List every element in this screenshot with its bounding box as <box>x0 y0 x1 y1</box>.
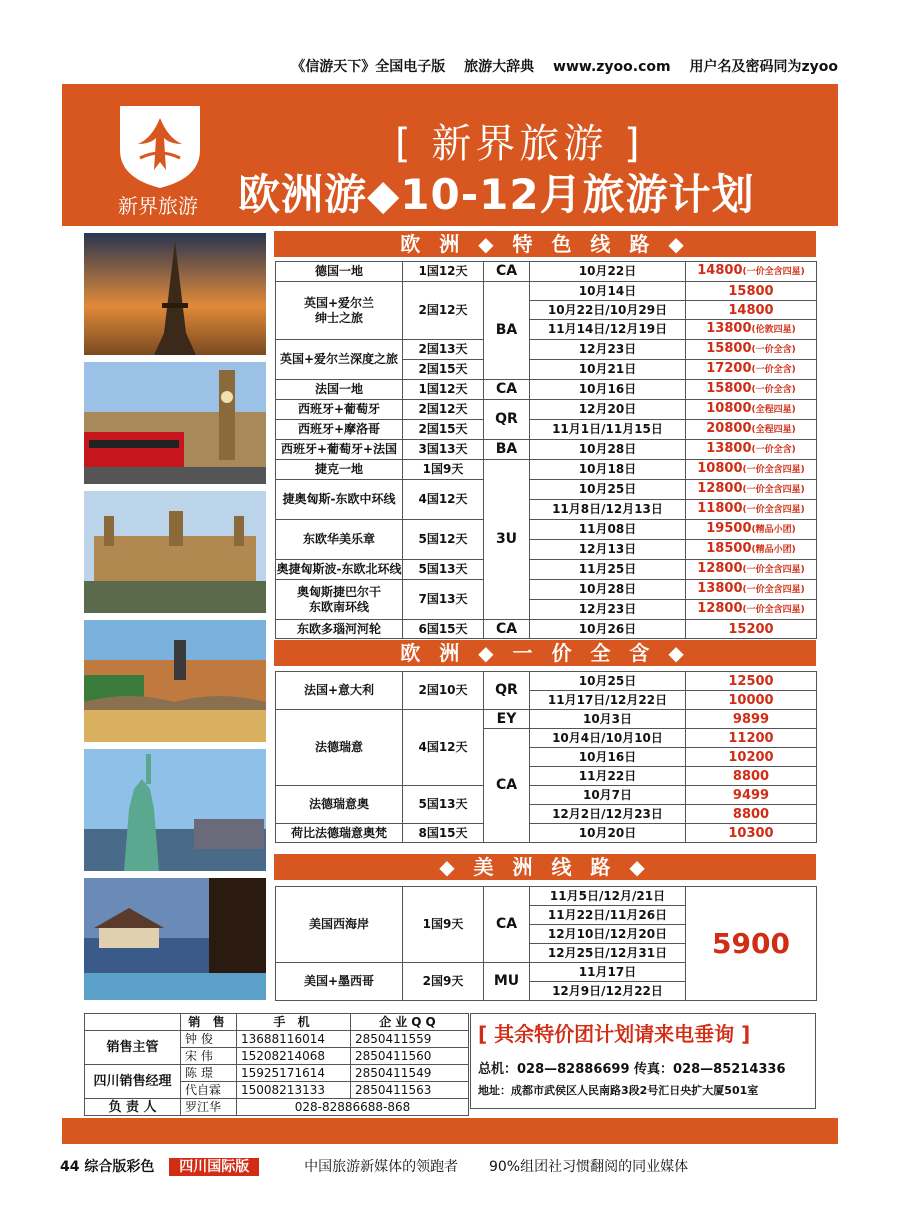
departure-date: 10月21日 <box>530 360 686 380</box>
departure-date: 10月26日 <box>530 620 686 639</box>
departure-date: 11月5日/12月/21日 <box>530 887 686 906</box>
table-row <box>85 1031 469 1048</box>
departure-date: 10月16日 <box>530 380 686 400</box>
top-header <box>0 56 900 78</box>
route-name: 西班牙+摩洛哥 <box>276 420 403 440</box>
departure-date: 10月14日 <box>530 282 686 301</box>
price: 13800(一价全含) <box>686 440 817 460</box>
contact-name: 罗江华 <box>181 1099 237 1116</box>
carrier: CA <box>484 729 530 843</box>
table-row <box>276 480 817 500</box>
duration: 2国10天 <box>403 672 484 710</box>
departure-date: 12月13日 <box>530 540 686 560</box>
contact-phone[interactable]: 15208214068 <box>237 1048 351 1065</box>
price: 10000 <box>686 691 817 710</box>
carrier: MU <box>484 963 530 1001</box>
departure-date: 10月28日 <box>530 580 686 600</box>
role-label: 销售主管 <box>85 1031 181 1065</box>
departure-date: 10月25日 <box>530 672 686 691</box>
route-name: 英国+爱尔兰深度之旅 <box>276 340 403 380</box>
price: 8800 <box>686 767 817 786</box>
duration: 4国12天 <box>403 710 484 786</box>
route-name: 东欧华美乐章 <box>276 520 403 560</box>
header-sales: 销 售 <box>181 1014 237 1031</box>
dictionary-label: 旅游大辞典 <box>464 59 535 75</box>
duration: 1国9天 <box>403 887 484 963</box>
phoenix-shield-icon <box>110 98 210 190</box>
duration: 2国13天 <box>403 340 484 360</box>
blank-cell <box>85 1014 181 1031</box>
price: 8800 <box>686 805 817 824</box>
photo-tropical-beach <box>84 878 266 1000</box>
price: 10300 <box>686 824 817 843</box>
table-row <box>85 1065 469 1082</box>
contact-name: 钟 俊 <box>181 1031 237 1048</box>
price: 11800(一价全含四星) <box>686 500 817 520</box>
duration: 5国13天 <box>403 560 484 580</box>
contact-qq[interactable]: 2850411560 <box>351 1048 469 1065</box>
table-row <box>85 1014 469 1031</box>
carrier: EY <box>484 710 530 729</box>
price: 13800(伦敦四星) <box>686 320 817 340</box>
departure-date: 10月25日 <box>530 480 686 500</box>
price: 20800(全程四星) <box>686 420 817 440</box>
route-name: 奥捷匈斯波-东欧北环线 <box>276 560 403 580</box>
duration: 1国12天 <box>403 262 484 282</box>
brand-title: [ 新界旅游 ] <box>395 121 644 167</box>
carrier: BA <box>484 440 530 460</box>
duration: 7国13天 <box>403 580 484 620</box>
price: 12800(一价全含四星) <box>686 480 817 500</box>
table-row <box>276 380 817 400</box>
route-name: 英国+爱尔兰 绅士之旅 <box>276 282 403 340</box>
price: 14800(一价全含四星) <box>686 262 817 282</box>
table-row <box>276 580 817 600</box>
photo-statue-of-liberty <box>84 749 266 871</box>
departure-date: 11月08日 <box>530 520 686 540</box>
departure-date: 11月17日 <box>530 963 686 982</box>
route-name: 美国西海岸 <box>276 887 403 963</box>
departure-date: 11月22日 <box>530 767 686 786</box>
price: 18500(精品小团) <box>686 540 817 560</box>
carrier: QR <box>484 672 530 710</box>
contact-qq[interactable]: 2850411563 <box>351 1082 469 1099</box>
duration: 2国12天 <box>403 400 484 420</box>
table-row <box>276 262 817 282</box>
departure-date: 10月28日 <box>530 440 686 460</box>
table-row <box>276 672 817 691</box>
departure-date: 11月22日/11月26日 <box>530 906 686 925</box>
departure-date: 12月20日 <box>530 400 686 420</box>
america-table <box>275 886 817 1001</box>
telephone-line[interactable]: 总机：028—82886699 传真：028—85214336 <box>478 1062 786 1077</box>
price: 10800(一价全含四星) <box>686 460 817 480</box>
call-to-action: [ 其余特价团计划请来电垂询 ] <box>478 1022 751 1046</box>
route-name: 东欧多瑙河河轮 <box>276 620 403 639</box>
contact-phone[interactable]: 15925171614 <box>237 1065 351 1082</box>
route-name: 荷比法德瑞意奥梵 <box>276 824 403 843</box>
departure-date: 11月25日 <box>530 560 686 580</box>
duration: 2国9天 <box>403 963 484 1001</box>
contacts-table <box>84 1013 469 1116</box>
route-name: 奥匈斯捷巴尔干 东欧南环线 <box>276 580 403 620</box>
duration: 4国12天 <box>403 480 484 520</box>
logo-text: 新界旅游 <box>118 194 198 218</box>
section-europe-special: 欧 洲 ◆ 特 色 线 路 ◆ <box>274 231 816 257</box>
photo-eiffel-tower <box>84 233 266 355</box>
price: 10200 <box>686 748 817 767</box>
contact-phone[interactable]: 15008213133 <box>237 1082 351 1099</box>
route-name: 捷克一地 <box>276 460 403 480</box>
route-name: 法国一地 <box>276 380 403 400</box>
departure-date: 10月20日 <box>530 824 686 843</box>
photo-spanish-palace <box>84 491 266 613</box>
departure-date: 10月7日 <box>530 786 686 805</box>
departure-date: 10月4日/10月10日 <box>530 729 686 748</box>
price: 11200 <box>686 729 817 748</box>
price: 15800 <box>686 282 817 301</box>
carrier: CA <box>484 620 530 639</box>
table-row <box>276 824 817 843</box>
contact-name: 代自霖 <box>181 1082 237 1099</box>
table-row <box>276 887 817 906</box>
table-row <box>276 420 817 440</box>
price: 14800 <box>686 301 817 320</box>
contact-name: 宋 伟 <box>181 1048 237 1065</box>
login-note: 用户名及密码同为zyoo <box>689 59 838 75</box>
duration: 6国15天 <box>403 620 484 639</box>
contact-phone[interactable]: 13688116014 <box>237 1031 351 1048</box>
carrier: CA <box>484 262 530 282</box>
departure-date: 12月23日 <box>530 340 686 360</box>
carrier: QR <box>484 400 530 440</box>
departure-date: 12月10日/12月20日 <box>530 925 686 944</box>
slogan-1: 中国旅游新媒体的领跑者 <box>304 1159 459 1175</box>
table-row <box>85 1099 469 1116</box>
edition-label: 综合版彩色 <box>84 1159 155 1175</box>
route-name: 法国+意大利 <box>276 672 403 710</box>
photo-big-ben-london <box>84 362 266 484</box>
table-row <box>276 460 817 480</box>
departure-date: 11月8日/12月13日 <box>530 500 686 520</box>
website-link[interactable]: www.zyoo.com <box>553 59 671 75</box>
departure-date: 11月17日/12月22日 <box>530 691 686 710</box>
europe-special-table <box>275 261 817 639</box>
price: 10800(全程四星) <box>686 400 817 420</box>
price: 15200 <box>686 620 817 639</box>
price: 17200(一价全含) <box>686 360 817 380</box>
departure-date: 11月14日/12月19日 <box>530 320 686 340</box>
route-name: 法德瑞意 <box>276 710 403 786</box>
price: 19500(精品小团) <box>686 520 817 540</box>
departure-date: 10月22日/10月29日 <box>530 301 686 320</box>
slogan-2: 90%组团社习惯翻阅的同业媒体 <box>488 1159 689 1175</box>
departure-date: 10月22日 <box>530 262 686 282</box>
duration: 5国12天 <box>403 520 484 560</box>
price: 9499 <box>686 786 817 805</box>
route-name: 美国+墨西哥 <box>276 963 403 1001</box>
europe-allin-table <box>275 671 817 843</box>
departure-date: 10月18日 <box>530 460 686 480</box>
duration: 5国13天 <box>403 786 484 824</box>
section-europe-allin: 欧 洲 ◆ 一 价 全 含 ◆ <box>274 640 816 666</box>
price: 12500 <box>686 672 817 691</box>
carrier: CA <box>484 887 530 963</box>
carrier: BA <box>484 282 530 380</box>
contact-qq[interactable]: 2850411549 <box>351 1065 469 1082</box>
table-row <box>276 786 817 805</box>
route-name: 西班牙+葡萄牙 <box>276 400 403 420</box>
departure-date: 12月23日 <box>530 600 686 620</box>
duration: 1国9天 <box>403 460 484 480</box>
carrier: CA <box>484 380 530 400</box>
table-row <box>276 282 817 301</box>
header-qq: 企业QQ <box>351 1014 469 1031</box>
departure-date: 12月25日/12月31日 <box>530 944 686 963</box>
departure-date: 12月9日/12月22日 <box>530 982 686 1001</box>
departure-date: 10月3日 <box>530 710 686 729</box>
table-row <box>276 400 817 420</box>
duration: 2国12天 <box>403 282 484 340</box>
route-name: 捷奥匈斯-东欧中环线 <box>276 480 403 520</box>
region-badge: 四川国际版 <box>169 1158 259 1176</box>
section-america: ◆ 美 洲 线 路 ◆ <box>274 854 816 880</box>
duration: 2国15天 <box>403 420 484 440</box>
departure-date: 12月2日/12月23日 <box>530 805 686 824</box>
carrier: 3U <box>484 460 530 620</box>
plan-title: 欧洲游◆10-12月旅游计划 <box>238 170 755 219</box>
price: 5900 <box>686 887 817 1001</box>
contact-phone[interactable]: 028-82886688-868 <box>237 1099 469 1116</box>
contact-name: 陈 璟 <box>181 1065 237 1082</box>
price: 9899 <box>686 710 817 729</box>
table-row <box>276 440 817 460</box>
photo-prague-bridge <box>84 620 266 742</box>
departure-date: 11月1日/11月15日 <box>530 420 686 440</box>
duration: 1国12天 <box>403 380 484 400</box>
duration: 3国13天 <box>403 440 484 460</box>
table-row <box>276 710 817 729</box>
table-row <box>276 560 817 580</box>
role-label: 负 责 人 <box>85 1099 181 1116</box>
address-line: 地址：成都市武侯区人民南路3段2号汇日央扩大厦501室 <box>478 1084 759 1097</box>
duration: 2国15天 <box>403 360 484 380</box>
page-number: 44 <box>60 1159 80 1175</box>
duration: 8国15天 <box>403 824 484 843</box>
table-row <box>276 520 817 540</box>
route-name: 西班牙+葡萄牙+法国 <box>276 440 403 460</box>
departure-date: 10月16日 <box>530 748 686 767</box>
price: 15800(一价全含) <box>686 340 817 360</box>
table-row <box>276 340 817 360</box>
page-footer <box>60 1156 688 1176</box>
price: 15800(一价全含) <box>686 380 817 400</box>
route-name: 法德瑞意奥 <box>276 786 403 824</box>
price: 12800(一价全含四星) <box>686 600 817 620</box>
footer-bar <box>62 1118 838 1144</box>
price: 12800(一价全含四星) <box>686 560 817 580</box>
role-label: 四川销售经理 <box>85 1065 181 1099</box>
route-name: 德国一地 <box>276 262 403 282</box>
table-row <box>276 620 817 639</box>
publication-name: 《信游天下》全国电子版 <box>291 59 446 75</box>
header-phone: 手 机 <box>237 1014 351 1031</box>
contact-qq[interactable]: 2850411559 <box>351 1031 469 1048</box>
price: 13800(一价全含四星) <box>686 580 817 600</box>
